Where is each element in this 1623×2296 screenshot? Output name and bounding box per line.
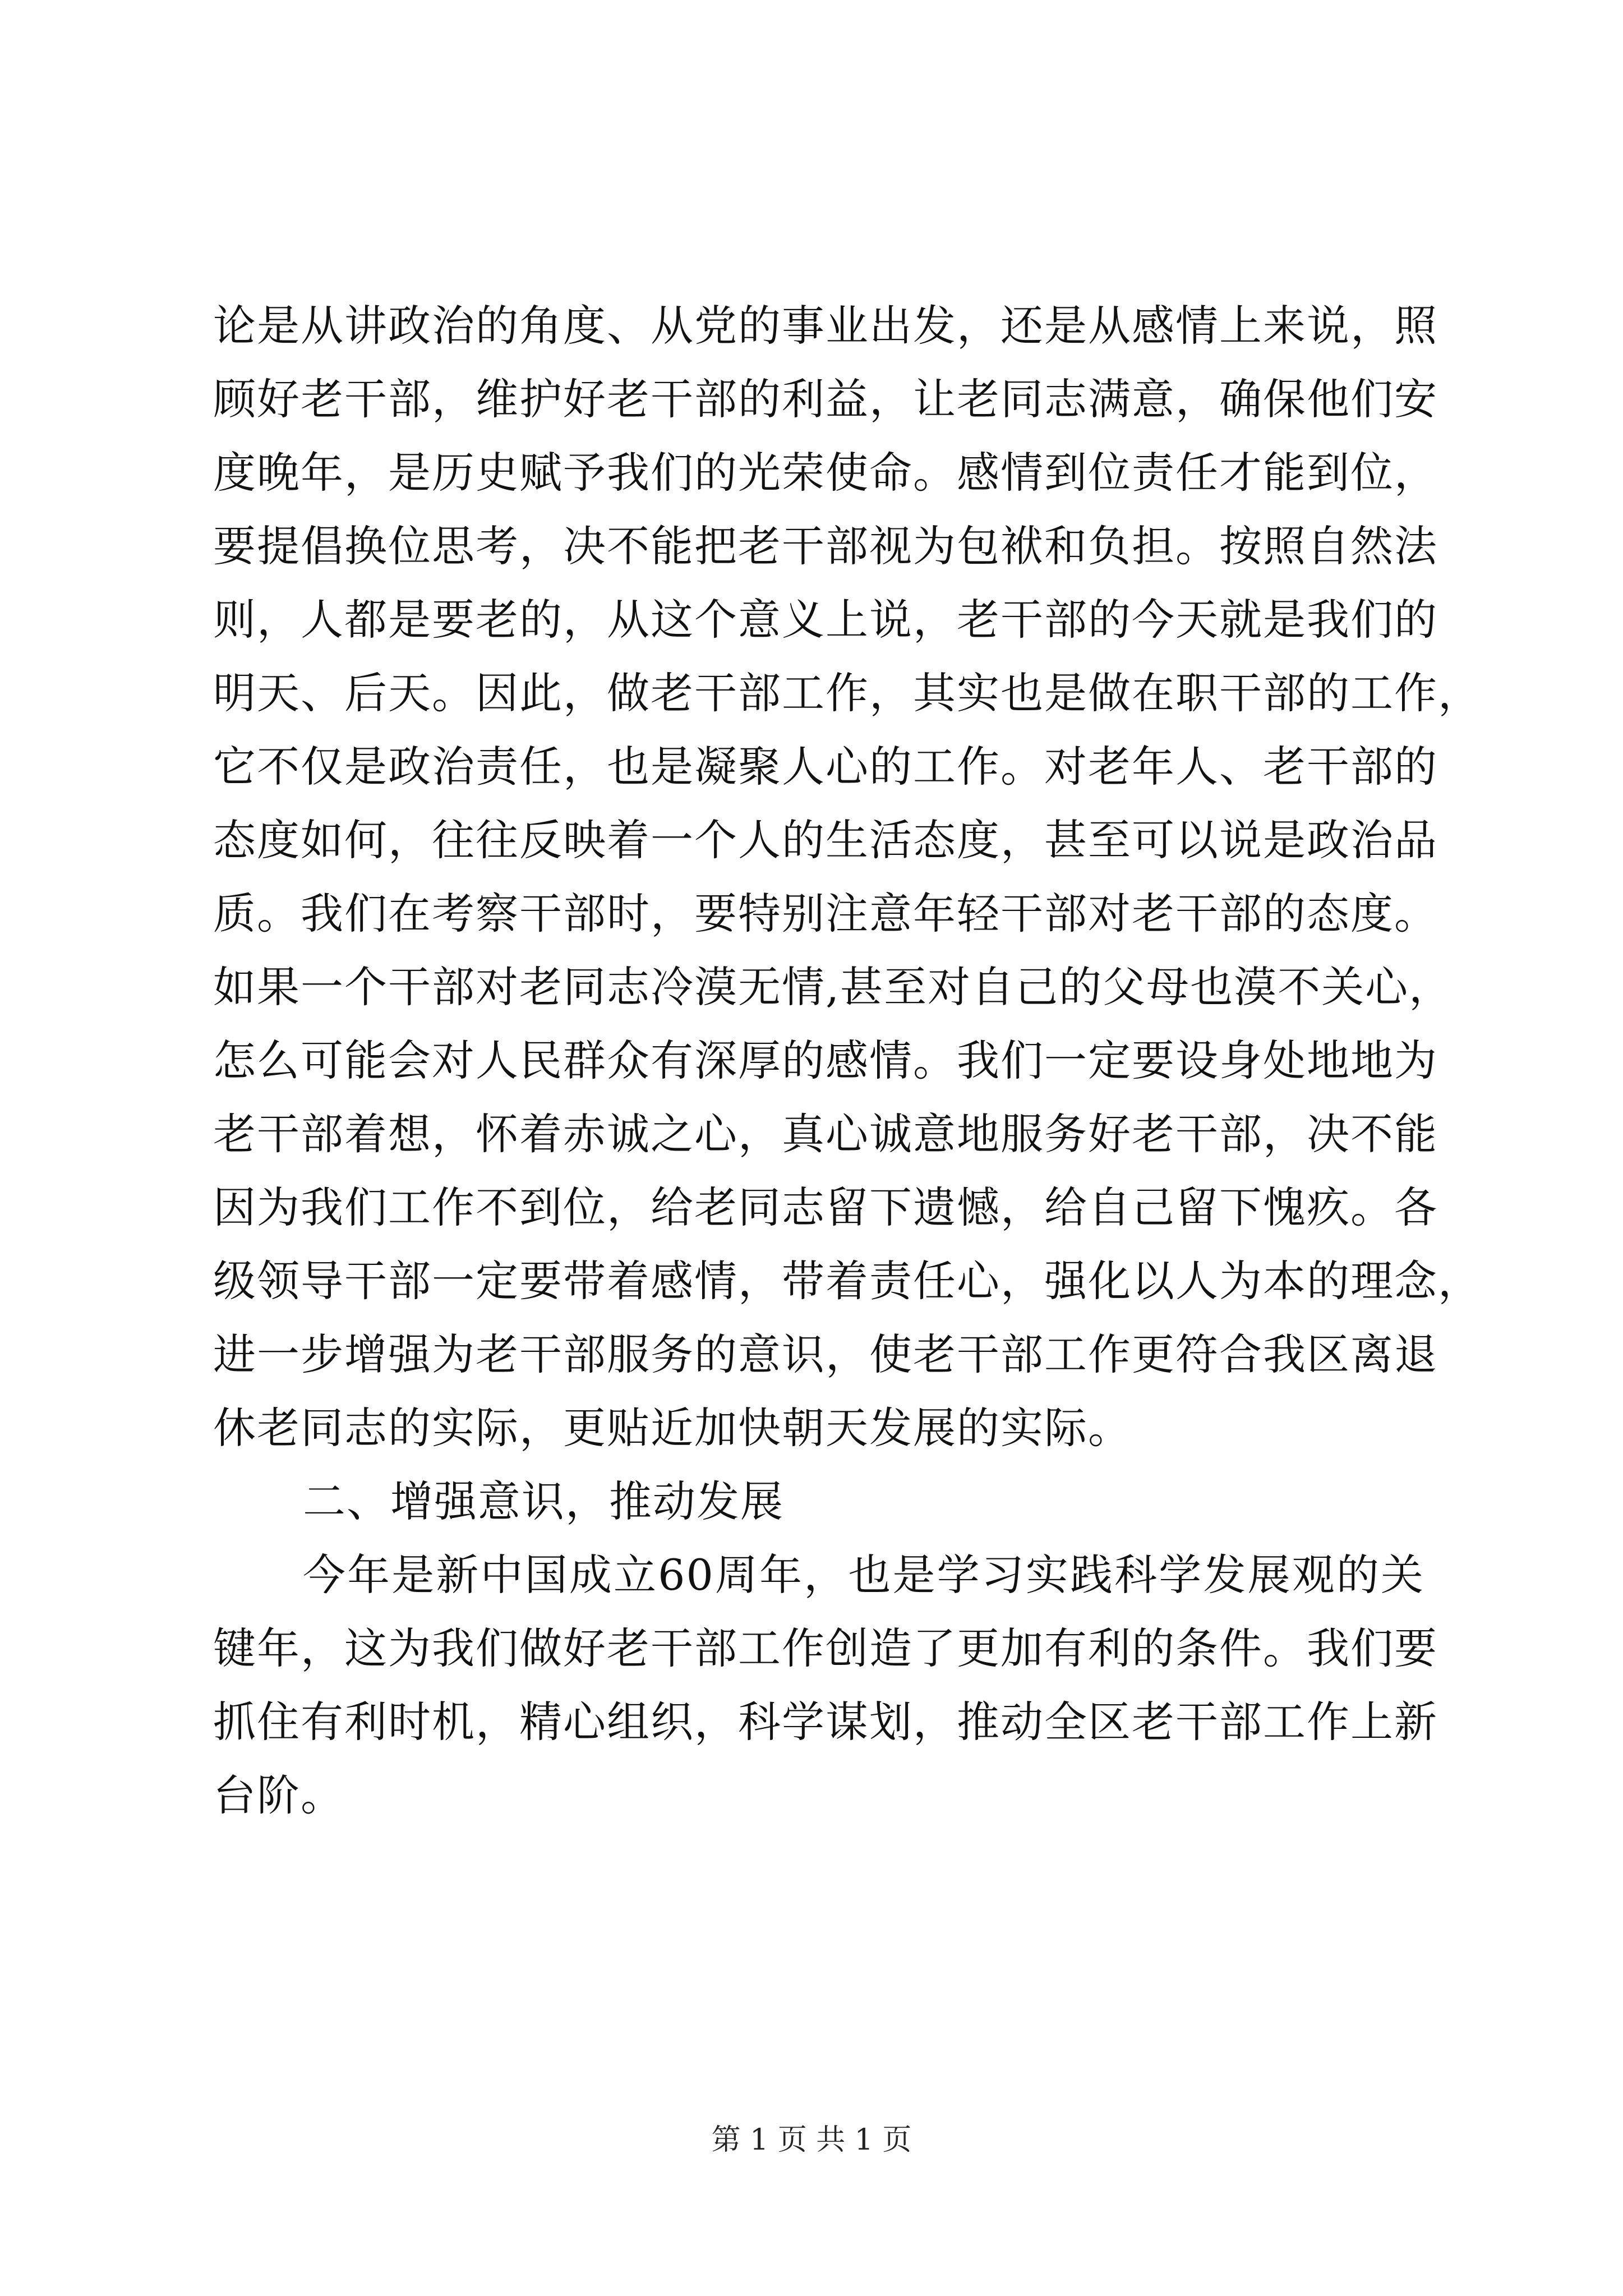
document-body	[213, 289, 1482, 1832]
paragraph-line: 键年，这为我们做好老干部工作创造了更加有利的条件。我们要	[213, 1623, 1438, 1673]
paragraph-line: 度晚年，是历史赋予我们的光荣使命。感情到位责任才能到位，	[213, 448, 1438, 498]
paragraph-line: 老干部着想，怀着赤诚之心，真心诚意地服务好老干部，决不能	[213, 1109, 1438, 1159]
paragraph-line: 休老同志的实际，更贴近加快朝天发展的实际。	[213, 1403, 1132, 1453]
paragraph-line: 级领导干部一定要带着感情，带着责任心，强化以人为本的理念，	[213, 1256, 1482, 1306]
paragraph-line: 台阶。	[213, 1770, 344, 1820]
page-footer: 第 1 页 共 1 页	[711, 2123, 912, 2157]
paragraph-line: 态度如何，往往反映着一个人的生活态度，甚至可以说是政治品	[213, 815, 1438, 865]
paragraph-line: 明天、后天。因此，做老干部工作，其实也是做在职干部的工作，	[213, 668, 1482, 718]
paragraph-line: 要提倡换位思考，决不能把老干部视为包袱和负担。按照自然法	[213, 521, 1438, 571]
paragraph-line: 质。我们在考察干部时，要特别注意年轻干部对老干部的态度。	[213, 889, 1438, 938]
paragraph-line: 怎么可能会对人民群众有深厚的感情。我们一定要设身处地地为	[213, 1036, 1438, 1085]
paragraph-line: 它不仅是政治责任，也是凝聚人心的工作。对老年人、老干部的	[213, 742, 1438, 792]
paragraph-line: 因为我们工作不到位，给老同志留下遗憾，给自己留下愧疚。各	[213, 1182, 1438, 1232]
paragraph-line: 抓住有利时机，精心组织，科学谋划，推动全区老干部工作上新	[213, 1697, 1438, 1747]
paragraph-line: 论是从讲政治的角度、从党的事业出发，还是从感情上来说，照	[213, 301, 1438, 351]
paragraph-line: 进一步增强为老干部服务的意识，使老干部工作更符合我区离退	[213, 1329, 1438, 1379]
section-heading: 二、增强意识，推动发展	[303, 1476, 784, 1526]
paragraph-line: 则，人都是要老的，从这个意义上说，老干部的今天就是我们的	[213, 595, 1438, 645]
paragraph-line: 顾好老干部，维护好老干部的利益，让老同志满意，确保他们安	[213, 374, 1438, 424]
paragraph-line: 如果一个干部对老同志冷漠无情,甚至对自己的父母也漠不关心，	[213, 962, 1453, 1012]
paragraph-line: 今年是新中国成立60周年，也是学习实践科学发展观的关	[303, 1550, 1424, 1600]
